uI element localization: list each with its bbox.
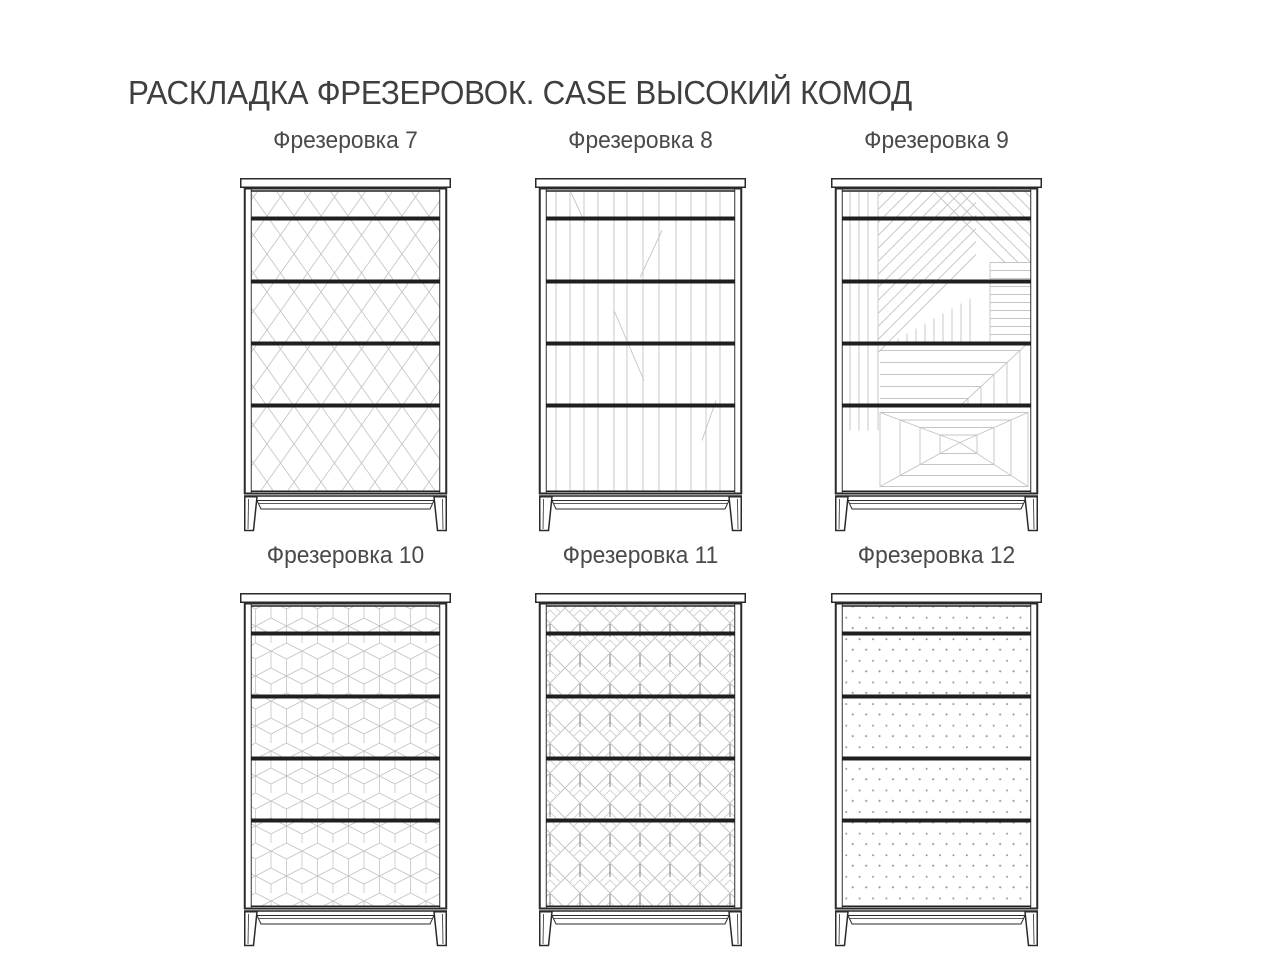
page-title: РАСКЛАДКА ФРЕЗЕРОВОК. CASE ВЫСОКИЙ КОМОД <box>128 74 912 111</box>
cabinet-drawing-frezerovka-12 <box>831 593 1042 951</box>
cabinet-label-frezerovka-10: Фрезеровка 10 <box>266 542 425 569</box>
cabinet-drawing-frezerovka-10 <box>240 593 451 951</box>
cabinet-label-frezerovka-8: Фрезеровка 8 <box>568 127 713 154</box>
cabinet-drawing-frezerovka-8 <box>535 178 746 536</box>
cabinet-label-frezerovka-7: Фрезеровка 7 <box>273 127 418 154</box>
cabinet-label-frezerovka-12: Фрезеровка 12 <box>857 542 1016 569</box>
cabinet-drawing-frezerovka-11 <box>535 593 746 951</box>
cabinet-label-frezerovka-11: Фрезеровка 11 <box>562 542 719 569</box>
cabinet-label-frezerovka-9: Фрезеровка 9 <box>864 127 1009 154</box>
cabinet-drawing-frezerovka-7 <box>240 178 451 536</box>
cabinet-drawing-frezerovka-9 <box>831 178 1042 536</box>
